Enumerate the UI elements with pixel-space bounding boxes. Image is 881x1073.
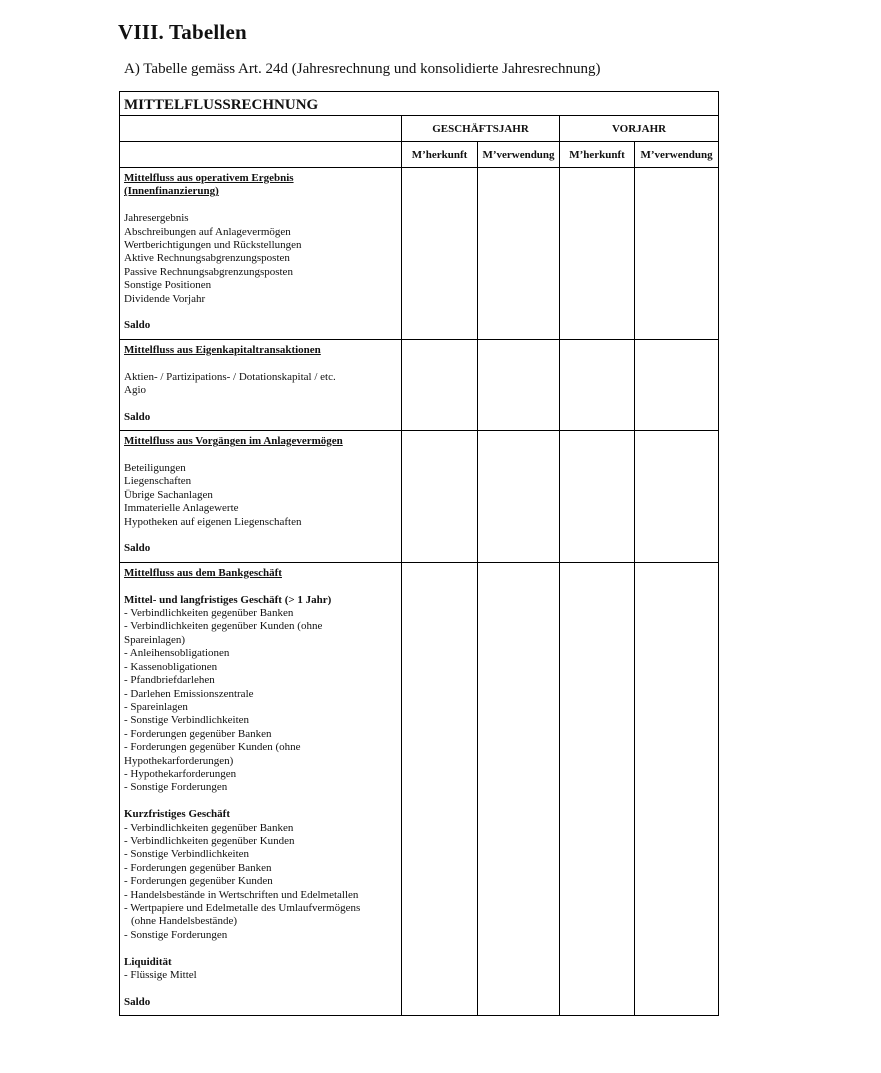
line-item: - Sonstige Forderungen [124,781,228,794]
line-item: - Pfandbriefdarlehen [124,674,215,687]
section-row [120,562,719,1015]
subheader-gj-verwendung: M’verwendung [478,142,560,168]
line-item: - Spareinlagen [124,700,188,713]
line-item: Aktien- / Partizipations- / Dotationskapital / etc. [124,370,336,383]
line-item: - Sonstige Forderungen [124,928,228,941]
line-item: - Darlehen Emissionszentrale [124,687,254,700]
vj-verwendung-cell [635,431,719,563]
spacer [124,529,397,542]
line-item: - Verbindlichkeiten gegenüber Kunden (ohne [124,620,323,633]
spacer [124,199,397,212]
section-heading: Mittelfluss aus Vorgängen im Anlagevermögen [124,435,343,448]
gj-verwendung-cell [478,339,560,430]
spacer [124,306,397,319]
line-item: - Hypothekarforderungen [124,767,237,780]
vj-verwendung-cell [635,562,719,1015]
section-heading: Mittelfluss aus operativem Ergebnis [124,172,294,184]
line-item: Hypothekarforderungen) [124,754,234,767]
line-item: - Verbindlichkeiten gegenüber Banken [124,607,294,620]
spacer [124,982,397,995]
section-row [120,168,719,340]
subgroup-title: Mittel- und langfristiges Geschäft (> 1 Jahr) [124,593,332,606]
section-label-cell [120,168,402,340]
line-item: - Kassenobligationen [124,660,218,673]
table-subheading: A) Tabelle gemäss Art. 24d (Jahresrechnung und konsolidierte Jahresrechnung) [124,61,601,77]
saldo-label: Saldo [124,995,151,1008]
line-item: - Sonstige Verbindlichkeiten [124,714,250,727]
line-item: - Handelsbestände in Wertschriften und Edelmetallen [124,888,359,901]
subheader-vj-herkunft: M’herkunft [560,142,635,168]
line-item: - Forderungen gegenüber Banken [124,861,272,874]
line-item: - Forderungen gegenüber Kunden [124,875,273,888]
gj-verwendung-cell [478,562,560,1015]
line-item: Agio [124,384,146,397]
line-item: (ohne Handelsbestände) [131,915,237,928]
section-label-cell [120,339,402,430]
line-item: - Anleihensobligationen [124,647,230,660]
line-item: - Verbindlichkeiten gegenüber Kunden [124,834,295,847]
line-item: Immaterielle Anlagewerte [124,502,239,515]
spacer [124,397,397,410]
subheader-vj-verwendung: M’verwendung [635,142,719,168]
saldo-label: Saldo [124,410,151,423]
subheader-gj-herkunft: M’herkunft [402,142,478,168]
line-item: - Wertpapiere und Edelmetalle des Umlaufvermögens [124,902,361,914]
line-item: Sonstige Positionen [124,279,212,292]
section-heading: Mittelfluss aus dem Bankgeschäft [124,566,282,579]
line-item: Übrige Sachanlagen [124,488,213,501]
spacer [124,357,397,370]
section-label-cell [120,562,402,1015]
gj-verwendung-cell [478,431,560,563]
table-body [120,168,719,1016]
line-item: Beteiligungen [124,462,186,475]
line-item: - Flüssige Mittel [124,969,197,982]
section-row [120,339,719,430]
section-heading: (Innenfinanzierung) [124,185,219,198]
subheader-blank [120,142,402,168]
vj-verwendung-cell [635,168,719,340]
line-item: Aktive Rechnungsabgrenzungsposten [124,252,290,265]
vj-herkunft-cell [560,431,635,563]
line-item: Dividende Vorjahr [124,292,206,305]
spacer [124,449,397,462]
subgroup-title: Kurzfristiges Geschäft [124,808,230,821]
saldo-label: Saldo [124,542,151,555]
line-item: - Forderungen gegenüber Kunden (ohne [124,741,301,754]
header-geschaeftsjahr: GESCHÄFTSJAHR [402,116,560,142]
subgroup-title: Liquidität [124,955,172,968]
vj-verwendung-cell [635,339,719,430]
gj-herkunft-cell [402,431,478,563]
spacer [124,942,397,955]
section-row [120,431,719,563]
header-vorjahr: VORJAHR [560,116,719,142]
line-item: - Sonstige Verbindlichkeiten [124,848,250,861]
saldo-label: Saldo [124,319,151,332]
spacer [124,795,397,808]
section-label-cell [120,431,402,563]
header-blank [120,116,402,142]
line-item: Liegenschaften [124,475,192,488]
vj-herkunft-cell [560,339,635,430]
gj-herkunft-cell [402,339,478,430]
line-item: Hypotheken auf eigenen Liegenschaften [124,515,302,528]
table-title: MITTELFLUSSRECHNUNG [120,92,719,116]
gj-herkunft-cell [402,168,478,340]
spacer [124,580,397,593]
vj-herkunft-cell [560,562,635,1015]
line-item: - Verbindlichkeiten gegenüber Banken [124,821,294,834]
vj-herkunft-cell [560,168,635,340]
gj-herkunft-cell [402,562,478,1015]
line-item: Abschreibungen auf Anlagevermögen [124,225,291,238]
line-item: Wertberichtigungen und Rückstellungen [124,239,302,252]
mittelflussrechnung-table [119,91,719,1016]
line-item: Jahresergebnis [124,212,189,225]
page-heading: VIII. Tabellen [118,20,247,44]
gj-verwendung-cell [478,168,560,340]
line-item: Passive Rechnungsabgrenzungsposten [124,265,293,278]
line-item: Spareinlagen) [124,633,186,646]
section-heading: Mittelfluss aus Eigenkapitaltransaktionen [124,343,321,356]
line-item: - Forderungen gegenüber Banken [124,727,272,740]
